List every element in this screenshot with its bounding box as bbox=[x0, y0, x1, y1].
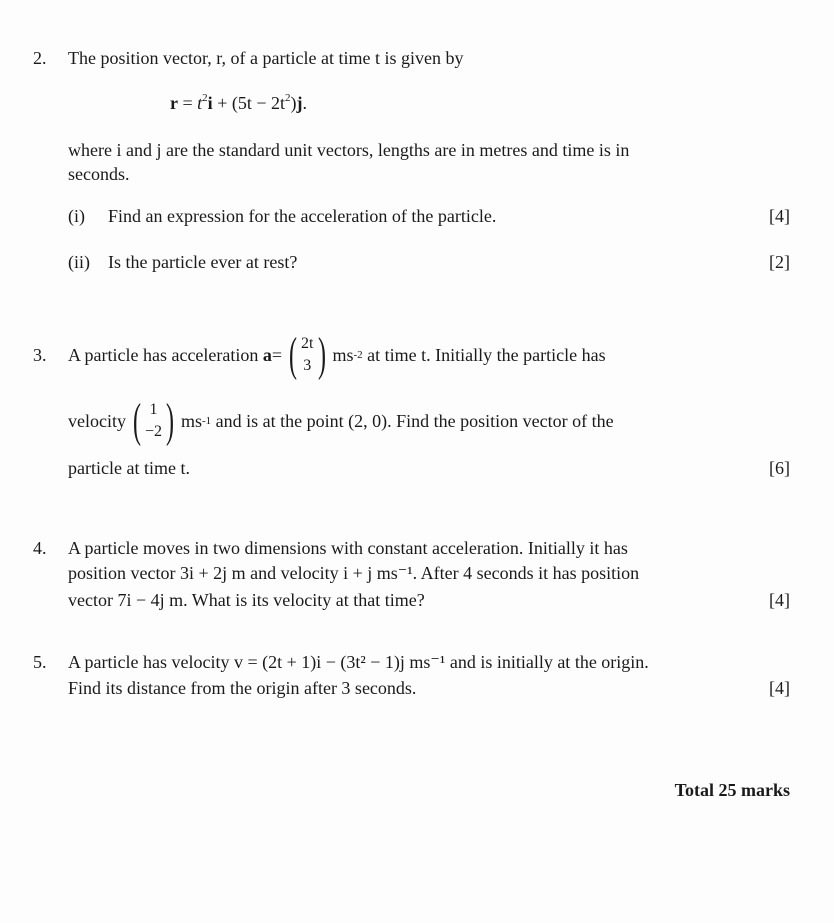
q3-text-c: velocity bbox=[68, 410, 126, 431]
question-2-where-line2: seconds. bbox=[68, 164, 130, 184]
eq-t: t bbox=[197, 93, 203, 113]
question-3-marks: [6] bbox=[769, 458, 790, 478]
question-2-number: 2. bbox=[33, 48, 47, 68]
question-2-equation bbox=[170, 93, 307, 114]
accel-top: 2t bbox=[301, 335, 314, 352]
q3-text-b: at time t. Initially the particle has bbox=[362, 344, 606, 365]
question-4-line2: position vector 3i + 2j m and velocity i + j ms⁻¹. After 4 seconds it has position bbox=[68, 563, 640, 583]
eq-exp: 2 bbox=[202, 92, 208, 104]
part-ii-label: (ii) bbox=[68, 252, 90, 272]
question-2-where-line1: where i and j are the standard unit vectors, lengths are in metres and time is in bbox=[68, 140, 630, 160]
total-marks: Total 25 marks bbox=[674, 780, 790, 800]
question-4-line1: A particle moves in two dimensions with constant acceleration. Initially it has bbox=[68, 538, 628, 558]
acceleration-symbol: a bbox=[262, 344, 272, 365]
part-i-text: Find an expression for the acceleration of the particle. bbox=[108, 206, 497, 226]
eq-close: ) bbox=[290, 93, 297, 113]
question-5-number: 5. bbox=[33, 652, 47, 672]
vel-unit: ms bbox=[180, 410, 202, 431]
question-5-line1: A particle has velocity v = (2t + 1)i − (3t² − 1)j ms⁻¹ and is initially at the origin. bbox=[68, 652, 649, 672]
velocity-vector: ( 1 −2 ) bbox=[132, 394, 174, 447]
part-i-marks: [4] bbox=[769, 206, 790, 226]
accel-unit: ms bbox=[332, 344, 354, 365]
eq-mid: + (5t − 2t bbox=[212, 93, 285, 113]
question-3-line3: particle at time t. bbox=[68, 458, 190, 478]
question-3-number: 3. bbox=[33, 345, 47, 365]
part-i-label: (i) bbox=[68, 206, 85, 226]
question-2-intro: The position vector, r, of a particle at time t is given by bbox=[68, 48, 464, 68]
vel-bottom: −2 bbox=[144, 423, 162, 440]
eq-j: j bbox=[296, 93, 303, 113]
eq-end: . bbox=[302, 93, 307, 113]
eq-lhs: r bbox=[170, 93, 178, 113]
accel-bottom: 3 bbox=[303, 357, 312, 374]
question-5-line2: Find its distance from the origin after 3 seconds. bbox=[68, 678, 417, 698]
part-ii-marks: [2] bbox=[769, 252, 790, 272]
part-ii-text: Is the particle ever at rest? bbox=[108, 252, 298, 272]
vel-top: 1 bbox=[149, 401, 158, 418]
acceleration-vector: ( 2t 3 ) bbox=[289, 328, 326, 381]
question-5-marks: [4] bbox=[769, 678, 790, 698]
question-3-line1: A particle has acceleration a = ( 2t 3 ) ms -2 at time t. Initially the particle has bbox=[68, 328, 606, 381]
question-3-line2: velocity ( 1 −2 ) ms -1 and is at the point (2, 0). Find the position vector of the bbox=[68, 394, 614, 447]
q3-text-a: A particle has acceleration bbox=[68, 344, 259, 365]
eq-sign: = bbox=[178, 93, 198, 113]
question-4-number: 4. bbox=[33, 538, 47, 558]
q3-eq: = bbox=[271, 344, 283, 365]
question-4-line3: vector 7i − 4j m. What is its velocity at that time? bbox=[68, 590, 425, 610]
eq-i: i bbox=[207, 93, 213, 113]
q3-text-d: and is at the point (2, 0). Find the position vector of the bbox=[211, 410, 614, 431]
eq-exp2: 2 bbox=[285, 92, 291, 104]
question-4-marks: [4] bbox=[769, 590, 790, 610]
